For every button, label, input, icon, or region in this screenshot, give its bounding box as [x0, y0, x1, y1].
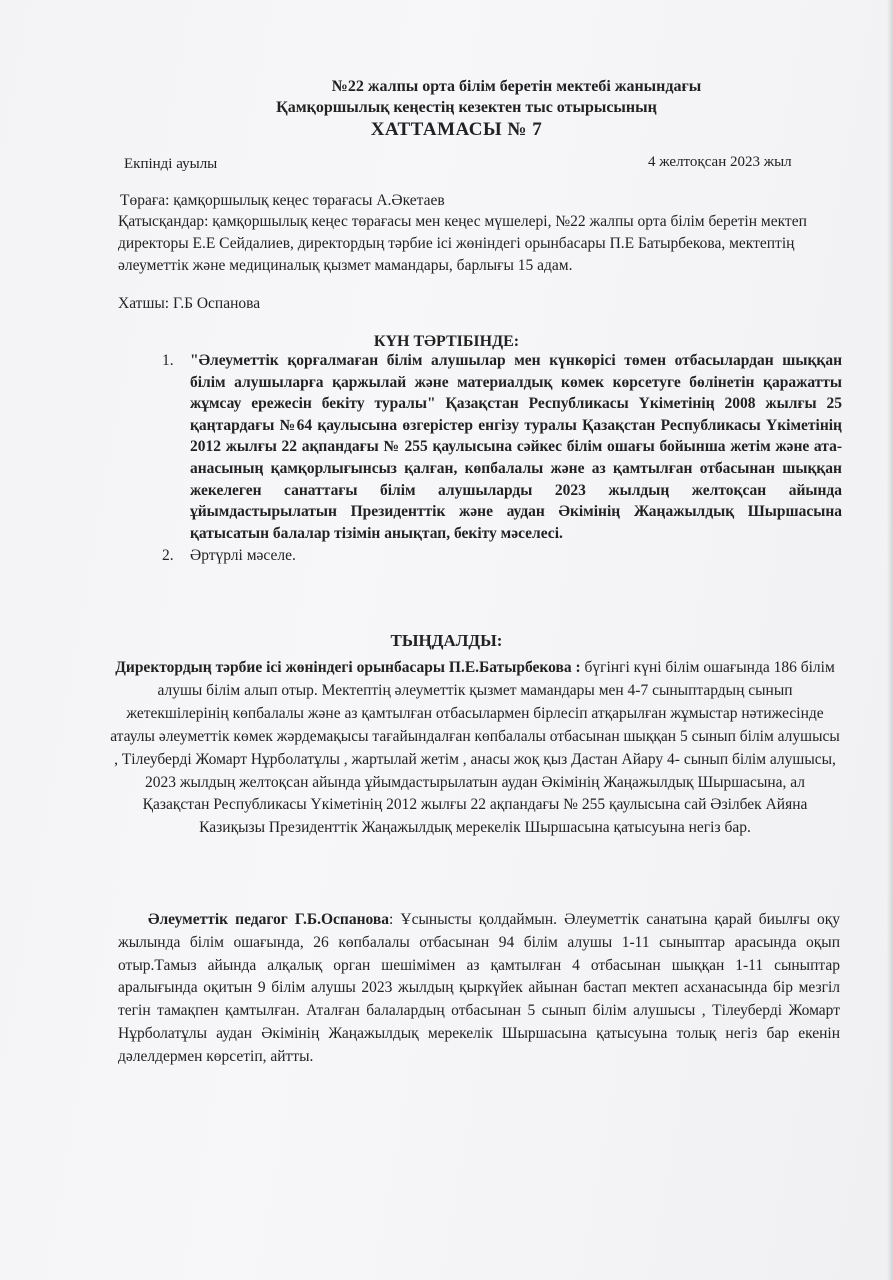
meeting-place: Екпінді ауылы — [124, 156, 218, 172]
speech-batyrbekova — [110, 657, 840, 840]
speech-text: бүгінгі күні білім ошағында 186 білім алушы білім алып отыр. Мектептің әлеуметтік қызмет мамандары мен 4-7 сыныптардың сынып жетекшілерінің көпбалалы және аз қамтылған отбасылармен бірлесіп атқарылған жұмыстар нәтижесінде атаулы әлеуметтік көмек жәрдемақысы тағайындалған көпбалалы отбасынан шыққан 5 сынып білім алушысы , Тілеуберді Жомарт Нұрболатұлы , жартылай жетім , анасы жоқ қыз Дастан Айару 4- сынып білім алушысы, 2023 жылдың желтоқсан айында ұйымдастырылатын аудан Әкімінің Жаңажылдық Шыршасына, ал Қазақстан Республикасы Үкіметінің 2012 жылғы 22 ақпандағы № 255 қаулысына сай Әзілбек Айяна Казиқызы Президенттік Жаңажылдық мерекелік Шыршасына қатысуына негіз бар. — [110, 659, 840, 837]
agenda-item-number: 2. — [162, 547, 174, 565]
agenda-title: КҮН ТӘРТІБІНДЕ: — [373, 333, 520, 350]
speaker-name: Әлеуметтік педагог Г.Б.Оспанова — [148, 911, 390, 928]
agenda-item-text: Әртүрлі мәселе. — [190, 547, 296, 565]
header-school-line: №22 жалпы орта білім беретін мектебі жанындағы — [331, 78, 702, 95]
agenda-list — [162, 350, 842, 567]
agenda-item — [162, 545, 842, 567]
document-title: ХАТТАМАСЫ № 7 — [370, 119, 543, 140]
secretary-line: Хатшы: Г.Б Оспанова — [118, 295, 261, 312]
speaker-name: Директордың тәрбие ісі жөніндегі орынбасары П.Е.Батырбекова : — [115, 659, 581, 676]
agenda-item-text: "Әлеуметтік қорғалмаған білім алушылар мен күнкөрісі төмен отбасылардан шыққан білім алушыларға қаржылай және материалдық көмек көрсетуге бөлінетін қаражатты жұмсау ережесін бекіту туралы" Қазақстан Республикасы Үкіметінің 2008 жылғы 25 қаңтардағы №64 қаулысына өзгерістер енгізу туралы Қазақстан Республикасы Үкіметінің 2012 жылғы 22 ақпандағы № 255 қаулысына сәйкес білім ошағы бойынша жетім және ата-анасының қамқорлығынсыз қалған, көпбалалы және аз қамтылған отбасынан шыққан жекелеген санаттағы білім алушыларды 2023 жылдың желтоқсан айында ұйымдастырылатын Президенттік және аудан Әкімінің Жаңажылдық Шыршасына қатысатын балалар тізімін анықтап, бекіту мәселесі. — [190, 352, 842, 542]
chairperson-line: Төраға: қамқоршылық кеңес төрағасы А.Әкетаев — [120, 192, 445, 209]
agenda-item-number: 1. — [162, 352, 174, 369]
heard-title: ТЫҢДАЛДЫ: — [390, 631, 503, 650]
attendees-paragraph: Қатысқандар: қамқоршылық кеңес төрағасы мен кеңес мүшелері, №22 жалпы орта білім беретін мектеп директоры Е.Е Сейдалиев, директордың тәрбие ісі жөніндегі орынбасары П.Е Батырбекова, мектептің әлеуметтік және медициналық қызмет мамандары, барлығы 15 адам. — [118, 213, 807, 274]
speech-ospanova — [118, 909, 840, 1069]
header-council-line: Қамқоршылық кеңестің кезектен тыс отырысының — [276, 99, 657, 116]
meeting-date: 4 желтоқсан 2023 жыл — [648, 154, 792, 170]
agenda-item — [162, 350, 842, 544]
speech-text: : Ұсынысты қолдаймын. Әлеуметтік санатына қарай биылғы оқу жылында білім ошағында, 26 көпбалалы отбасынан 94 білім алушы 1-11 сыныптар арасында оқып отыр.Тамыз айында алқалық орган шешімімен аз қамтылған 4 отбасынан шыққан 1-11 сыныптар аралығында оқитын 9 білім алушы 2023 жылдың қыркүйек айынан бастап мектеп асханасында бір мезгіл тегін тамақпен қамтылған. Аталған балалардың отбасынан 5 сынып білім алушысы , Тілеуберді Жомарт Нұрболатұлы аудан Әкімінің Жаңажылдық мерекелік Шыршасына қатысуына толық негіз бар екенін дәлелдермен көрсетіп, айтты. — [118, 911, 840, 1065]
